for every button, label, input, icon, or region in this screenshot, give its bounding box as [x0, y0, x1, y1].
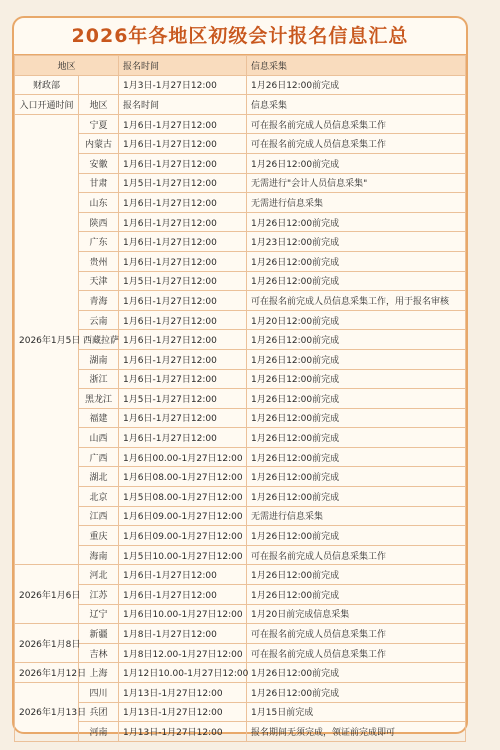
- subheader-time: 报名时间: [119, 95, 247, 115]
- table-row: [15, 212, 466, 232]
- info-cell: 可在报名前完成人员信息采集工作，用于报名审核: [247, 291, 466, 311]
- table-row: [15, 114, 466, 134]
- info-cell: 可在报名前完成人员信息采集工作: [247, 134, 466, 154]
- time-cell: 1月6日-1月27日12:00: [119, 232, 247, 252]
- header-region: 地区: [15, 56, 119, 76]
- region-cell: 重庆: [79, 526, 119, 546]
- table-row: [15, 389, 466, 409]
- info-cell: 1月26日12:00前完成: [247, 369, 466, 389]
- info-cell: 1月26日12:00前完成: [247, 330, 466, 350]
- table-row: [15, 291, 466, 311]
- info-cell: 无需进行信息采集: [247, 506, 466, 526]
- info-cell: 1月20日前完成信息采集: [247, 604, 466, 624]
- info-cell: 1月26日12:00前完成: [247, 212, 466, 232]
- table-row: [15, 310, 466, 330]
- region-cell: 陕西: [79, 212, 119, 232]
- region-cell: 西藏拉萨: [79, 330, 119, 350]
- ministry-time: 1月3日-1月27日12:00: [119, 75, 247, 95]
- info-cell: 1月26日12:00前完成: [247, 565, 466, 585]
- info-cell: 可在报名前完成人员信息采集工作: [247, 545, 466, 565]
- time-cell: 1月6日-1月27日12:00: [119, 310, 247, 330]
- info-cell: 1月26日12:00前完成: [247, 526, 466, 546]
- subheader-info: 信息采集: [247, 95, 466, 115]
- region-cell: 内蒙古: [79, 134, 119, 154]
- table-row: [15, 526, 466, 546]
- region-cell: 江苏: [79, 585, 119, 605]
- time-cell: 1月5日-1月27日12:00: [119, 271, 247, 291]
- info-cell: 1月26日12:00前完成: [247, 408, 466, 428]
- table-row: [15, 604, 466, 624]
- time-cell: 1月13日-1月27日12:00: [119, 702, 247, 722]
- info-cell: 报名期间无须完成，领证前完成即可: [247, 722, 466, 742]
- page-title: 2026年各地区初级会计报名信息汇总: [14, 18, 466, 55]
- region-cell: 广东: [79, 232, 119, 252]
- time-cell: 1月6日00.00-1月27日12:00: [119, 447, 247, 467]
- open-date-cell: 2026年1月8日: [15, 624, 79, 663]
- info-cell: 1月26日12:00前完成: [247, 389, 466, 409]
- info-cell: 1月20日12:00前完成: [247, 310, 466, 330]
- region-cell: 江西: [79, 506, 119, 526]
- region-cell: 黑龙江: [79, 389, 119, 409]
- info-cell: 1月26日12:00前完成: [247, 271, 466, 291]
- info-cell: 1月15日前完成: [247, 702, 466, 722]
- region-cell: 新疆: [79, 624, 119, 644]
- time-cell: 1月6日-1月27日12:00: [119, 565, 247, 585]
- table-row: [15, 251, 466, 271]
- time-cell: 1月8日12.00-1月27日12:00: [119, 643, 247, 663]
- summary-card: [12, 16, 468, 738]
- time-cell: 1月5日10.00-1月27日12:00: [119, 545, 247, 565]
- table-row: [15, 683, 466, 703]
- table-row: [15, 447, 466, 467]
- region-cell: 山西: [79, 428, 119, 448]
- table-row: [15, 408, 466, 428]
- time-cell: 1月6日-1月27日12:00: [119, 114, 247, 134]
- table-row: [15, 545, 466, 565]
- time-cell: 1月6日-1月27日12:00: [119, 349, 247, 369]
- table-row: [15, 487, 466, 507]
- region-cell: 湖南: [79, 349, 119, 369]
- info-cell: 1月26日12:00前完成: [247, 663, 466, 683]
- time-cell: 1月6日-1月27日12:00: [119, 330, 247, 350]
- table-body: [15, 75, 466, 741]
- table-row: [15, 232, 466, 252]
- region-cell: 福建: [79, 408, 119, 428]
- time-cell: 1月6日-1月27日12:00: [119, 585, 247, 605]
- table-row: [15, 193, 466, 213]
- subheader-open-time: 入口开通时间: [15, 95, 79, 115]
- info-cell: 1月26日12:00前完成: [247, 487, 466, 507]
- time-cell: 1月6日-1月27日12:00: [119, 193, 247, 213]
- time-cell: 1月6日-1月27日12:00: [119, 251, 247, 271]
- table-row: [15, 271, 466, 291]
- table-row: [15, 349, 466, 369]
- region-cell: 兵团: [79, 702, 119, 722]
- time-cell: 1月6日-1月27日12:00: [119, 408, 247, 428]
- time-cell: 1月6日09.00-1月27日12:00: [119, 506, 247, 526]
- table-row: [15, 467, 466, 487]
- region-cell: 河北: [79, 565, 119, 585]
- info-cell: 无需进行"会计人员信息采集": [247, 173, 466, 193]
- info-cell: 无需进行信息采集: [247, 193, 466, 213]
- region-cell: 宁夏: [79, 114, 119, 134]
- region-cell: 贵州: [79, 251, 119, 271]
- region-cell: 吉林: [79, 643, 119, 663]
- info-cell: 可在报名前完成人员信息采集工作: [247, 643, 466, 663]
- ministry-row: [15, 75, 466, 95]
- time-cell: 1月6日09.00-1月27日12:00: [119, 526, 247, 546]
- region-cell: 海南: [79, 545, 119, 565]
- table-row: [15, 585, 466, 605]
- time-cell: 1月5日08.00-1月27日12:00: [119, 487, 247, 507]
- table-row: [15, 565, 466, 585]
- time-cell: 1月6日-1月27日12:00: [119, 134, 247, 154]
- time-cell: 1月13日-1月27日12:00: [119, 683, 247, 703]
- subheader-row: [15, 95, 466, 115]
- info-cell: 1月23日12:00前完成: [247, 232, 466, 252]
- header-info: 信息采集: [247, 56, 466, 76]
- region-cell: 上海: [79, 663, 119, 683]
- table-row: [15, 330, 466, 350]
- table-row: [15, 722, 466, 742]
- ministry-info: 1月26日12:00前完成: [247, 75, 466, 95]
- table-row: [15, 173, 466, 193]
- time-cell: 1月8日-1月27日12:00: [119, 624, 247, 644]
- open-date-cell: 2026年1月13日: [15, 683, 79, 742]
- region-cell: 河南: [79, 722, 119, 742]
- region-cell: 安徽: [79, 153, 119, 173]
- region-cell: 云南: [79, 310, 119, 330]
- time-cell: 1月5日-1月27日12:00: [119, 173, 247, 193]
- region-cell: 四川: [79, 683, 119, 703]
- time-cell: 1月6日10.00-1月27日12:00: [119, 604, 247, 624]
- info-cell: 1月26日12:00前完成: [247, 683, 466, 703]
- table-row: [15, 663, 466, 683]
- header-row: [15, 56, 466, 76]
- ministry-name: 财政部: [15, 75, 79, 95]
- region-cell: 山东: [79, 193, 119, 213]
- info-cell: 1月26日12:00前完成: [247, 251, 466, 271]
- open-date-cell: 2026年1月6日: [15, 565, 79, 624]
- info-cell: 1月26日12:00前完成: [247, 585, 466, 605]
- time-cell: 1月6日-1月27日12:00: [119, 369, 247, 389]
- time-cell: 1月6日-1月27日12:00: [119, 212, 247, 232]
- region-cell: 浙江: [79, 369, 119, 389]
- region-cell: 甘肃: [79, 173, 119, 193]
- region-cell: 辽宁: [79, 604, 119, 624]
- time-cell: 1月13日-1月27日12:00: [119, 722, 247, 742]
- ministry-blank: [79, 75, 119, 95]
- table-row: [15, 506, 466, 526]
- open-date-cell: 2026年1月12日: [15, 663, 79, 683]
- table-row: [15, 428, 466, 448]
- region-cell: 湖北: [79, 467, 119, 487]
- table-row: [15, 369, 466, 389]
- time-cell: 1月5日-1月27日12:00: [119, 389, 247, 409]
- header-time: 报名时间: [119, 56, 247, 76]
- info-cell: 可在报名前完成人员信息采集工作: [247, 114, 466, 134]
- region-cell: 青海: [79, 291, 119, 311]
- table-row: [15, 643, 466, 663]
- info-cell: 1月26日12:00前完成: [247, 349, 466, 369]
- time-cell: 1月6日-1月27日12:00: [119, 153, 247, 173]
- region-cell: 北京: [79, 487, 119, 507]
- subheader-region: 地区: [79, 95, 119, 115]
- info-cell: 1月26日12:00前完成: [247, 153, 466, 173]
- info-cell: 1月26日12:00前完成: [247, 447, 466, 467]
- region-cell: 天津: [79, 271, 119, 291]
- info-cell: 1月26日12:00前完成: [247, 428, 466, 448]
- table-row: [15, 134, 466, 154]
- table-row: [15, 153, 466, 173]
- open-date-cell: 2026年1月5日: [15, 114, 79, 565]
- time-cell: 1月6日-1月27日12:00: [119, 291, 247, 311]
- time-cell: 1月6日-1月27日12:00: [119, 428, 247, 448]
- info-cell: 可在报名前完成人员信息采集工作: [247, 624, 466, 644]
- info-cell: 1月26日12:00前完成: [247, 467, 466, 487]
- time-cell: 1月12日10.00-1月27日12:00: [119, 663, 247, 683]
- region-cell: 广西: [79, 447, 119, 467]
- registration-table: [14, 55, 466, 742]
- time-cell: 1月6日08.00-1月27日12:00: [119, 467, 247, 487]
- table-row: [15, 624, 466, 644]
